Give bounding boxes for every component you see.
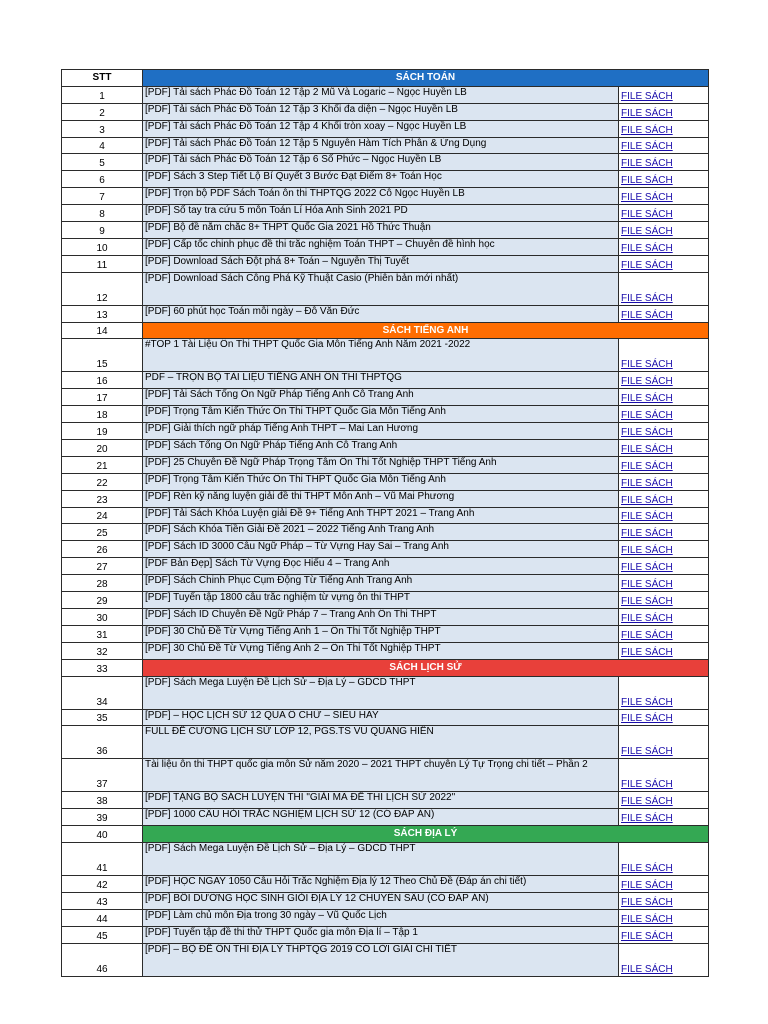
table-row [62,843,709,876]
file-link[interactable]: FILE SÁCH [621,209,673,221]
table-row [62,389,709,406]
row-number: 1 [62,86,143,103]
file-link[interactable]: FILE SÁCH [621,107,673,119]
row-number: 35 [62,709,143,726]
row-number: 31 [62,625,143,642]
book-title: #TOP 1 Tài Liệu Ôn Thi THPT Quốc Gia Môn Tiếng Anh Năm 2021 -2022 [143,339,619,372]
book-title: [PDF] Tải sách Phác Đồ Toán 12 Tập 3 Khối đa diện – Ngọc Huyền LB [143,103,619,120]
table-row [62,86,709,103]
file-link-cell [619,575,709,592]
table-row [62,809,709,826]
row-number: 38 [62,792,143,809]
row-number: 13 [62,305,143,322]
table-row [62,103,709,120]
table-row [62,490,709,507]
table-row [62,440,709,457]
file-link-cell [619,272,709,305]
book-title: [PDF] Download Sách Công Phá Kỹ Thuật Casio (Phiên bản mới nhất) [143,272,619,305]
file-link-cell [619,892,709,909]
file-link[interactable]: FILE SÁCH [621,309,673,321]
book-title: [PDF] Tải sách Phác Đồ Toán 12 Tập 6 Số Phức – Ngọc Huyền LB [143,154,619,171]
book-title: [PDF] 25 Chuyên Đề Ngữ Pháp Trọng Tâm Ôn Thi Tốt Nghiệp THPT Tiếng Anh [143,456,619,473]
section-header: SÁCH TIẾNG ANH [143,322,709,339]
section-header-math: SÁCH TOÁN [143,70,709,87]
table-row [62,188,709,205]
book-title: [PDF] Sổ tay tra cứu 5 môn Toán Lí Hóa Anh Sinh 2021 PD [143,205,619,222]
file-link-cell [619,372,709,389]
table-row [62,558,709,575]
table-row [62,524,709,541]
table-row [62,541,709,558]
book-title: [PDF] Trọng Tâm Kiến Thức Ôn Thi THPT Quốc Gia Môn Tiếng Anh [143,406,619,423]
book-title: [PDF] Tải sách Phác Đồ Toán 12 Tập 2 Mũ Và Logaric – Ngọc Huyền LB [143,86,619,103]
file-link-cell [619,137,709,154]
file-link[interactable]: FILE SÁCH [621,443,673,455]
table-row [62,608,709,625]
file-link[interactable]: FILE SÁCH [621,779,673,791]
file-link-cell [619,876,709,893]
book-title: [PDF] Tuyển tập 1800 câu trắc nghiệm từ vựng ôn thi THPT [143,592,619,609]
file-link[interactable]: FILE SÁCH [621,393,673,405]
file-link[interactable]: FILE SÁCH [621,242,673,254]
table-body [62,70,709,977]
file-link-cell [619,592,709,609]
file-link[interactable]: FILE SÁCH [621,879,673,891]
book-title: [PDF] Tải sách Phác Đồ Toán 12 Tập 4 Khối tròn xoay – Ngọc Huyền LB [143,120,619,137]
book-title: [PDF] Rèn kỹ năng luyện giải đề thi THPT Môn Anh – Vũ Mai Phương [143,490,619,507]
file-link[interactable]: FILE SÁCH [621,158,673,170]
file-link-cell [619,524,709,541]
file-link-cell [619,473,709,490]
file-link-cell [619,792,709,809]
file-link-cell [619,608,709,625]
row-number: 25 [62,524,143,541]
book-title: [PDF] Sách Mega Luyện Đề Lịch Sử – Địa Lý – GDCD THPT [143,843,619,876]
book-title: [PDF] Tải Sách Tổng Ôn Ngữ Pháp Tiếng Anh Cô Trang Anh [143,389,619,406]
book-title: [PDF] 30 Chủ Đề Từ Vựng Tiếng Anh 2 – Ôn Thi Tốt Nghiệp THPT [143,642,619,659]
section-row [62,659,709,676]
book-title: [PDF] 30 Chủ Đề Từ Vựng Tiếng Anh 1 – Ôn Thi Tốt Nghiệp THPT [143,625,619,642]
book-title: [PDF] Cấp tốc chinh phục đề thi trắc nghiệm Toán THPT – Chuyên đề hình học [143,238,619,255]
table-row [62,625,709,642]
row-number: 45 [62,926,143,943]
file-link[interactable]: FILE SÁCH [621,863,673,875]
book-title: [PDF] Bộ đề nắm chắc 8+ THPT Quốc Gia 2021 Hồ Thức Thuận [143,222,619,239]
file-link[interactable]: FILE SÁCH [621,896,673,908]
table-row [62,205,709,222]
file-link[interactable]: FILE SÁCH [621,545,673,557]
book-title: [PDF] Tuyển tập đề thi thử THPT Quốc gia môn Địa lí – Tập 1 [143,926,619,943]
table-row [62,339,709,372]
section-header: SÁCH LỊCH SỬ [143,659,709,676]
file-link-cell [619,120,709,137]
file-link[interactable]: FILE SÁCH [621,376,673,388]
file-link-cell [619,676,709,709]
table-row [62,792,709,809]
table-row [62,892,709,909]
file-link-cell [619,456,709,473]
row-number: 39 [62,809,143,826]
book-title: [PDF] – HỌC LỊCH SỬ 12 QUA Ô CHỮ – SIÊU HAY [143,709,619,726]
file-link[interactable]: FILE SÁCH [621,713,673,725]
file-link[interactable]: FILE SÁCH [621,629,673,641]
table-row [62,709,709,726]
table-row [62,759,709,792]
book-title: [PDF] Sách 3 Step Tiết Lộ Bí Quyết 3 Bước Đạt Điểm 8+ Toán Học [143,171,619,188]
row-number: 9 [62,222,143,239]
file-link[interactable]: FILE SÁCH [621,562,673,574]
file-link[interactable]: FILE SÁCH [621,410,673,422]
row-number: 7 [62,188,143,205]
row-number: 15 [62,339,143,372]
row-number: 32 [62,642,143,659]
table-row [62,154,709,171]
file-link[interactable]: FILE SÁCH [621,579,673,591]
table-row [62,926,709,943]
book-title: [PDF] Giải thích ngữ pháp Tiếng Anh THPT – Mai Lan Hương [143,423,619,440]
row-number: 3 [62,120,143,137]
table-row [62,137,709,154]
file-link-cell [619,222,709,239]
file-link[interactable]: FILE SÁCH [621,192,673,204]
table-row [62,876,709,893]
file-link-cell [619,406,709,423]
file-link[interactable]: FILE SÁCH [621,225,673,237]
row-number: 43 [62,892,143,909]
row-number: 37 [62,759,143,792]
file-link[interactable]: FILE SÁCH [621,930,673,942]
book-title: PDF – TRỌN BỘ TÀI LIỆU TIẾNG ANH ÔN THI THPTQG [143,372,619,389]
file-link-cell [619,440,709,457]
file-link[interactable]: FILE SÁCH [621,696,673,708]
book-title: Tài liệu ôn thi THPT quốc gia môn Sử năm 2020 – 2021 THPT chuyên Lý Tự Trọng chi tiết – Phần 2 [143,759,619,792]
file-link-cell [619,86,709,103]
file-link[interactable]: FILE SÁCH [621,646,673,658]
row-number: 16 [62,372,143,389]
row-number: 5 [62,154,143,171]
book-title: [PDF] Tải sách Phác Đồ Toán 12 Tập 5 Nguyên Hàm Tích Phân & Ứng Dụng [143,137,619,154]
file-link-cell [619,490,709,507]
row-number: 21 [62,456,143,473]
book-title: [PDF] 1000 CÂU HỎI TRẮC NGHIỆM LỊCH SỬ 12 (CÓ ĐÁP ÁN) [143,809,619,826]
file-link[interactable]: FILE SÁCH [621,813,673,825]
file-link[interactable]: FILE SÁCH [621,175,673,187]
table-row [62,423,709,440]
table-row [62,726,709,759]
file-link-cell [619,541,709,558]
file-link-cell [619,389,709,406]
file-link-cell [619,909,709,926]
file-link-cell [619,759,709,792]
book-title: [PDF] Sách Mega Luyện Đề Lịch Sử – Địa Lý – GDCD THPT [143,676,619,709]
row-number: 6 [62,171,143,188]
table-row [62,456,709,473]
section-row [62,322,709,339]
row-number: 26 [62,541,143,558]
book-title: [PDF] – BỘ ĐỀ ÔN THI ĐỊA LÝ THPTQG 2019 CÓ LỜI GIẢI CHI TIẾT [143,943,619,976]
table-row [62,676,709,709]
book-title: [PDF] Trọng Tâm Kiến Thức Ôn Thi THPT Quốc Gia Môn Tiếng Anh [143,473,619,490]
file-link[interactable]: FILE SÁCH [621,477,673,489]
row-number: 42 [62,876,143,893]
file-link-cell [619,171,709,188]
header-row [62,70,709,87]
row-number: 36 [62,726,143,759]
row-number: 33 [62,659,143,676]
book-title: [PDF] Sách Khóa Tiền Giải Đề 2021 – 2022 Tiếng Anh Trang Anh [143,524,619,541]
row-number: 10 [62,238,143,255]
row-number: 17 [62,389,143,406]
file-link[interactable]: FILE SÁCH [621,963,673,975]
file-link-cell [619,726,709,759]
file-link-cell [619,305,709,322]
book-title: [PDF] HỌC NGAY 1050 Câu Hỏi Trắc Nghiệm Địa lý 12 Theo Chủ Đề (Đáp án chi tiết) [143,876,619,893]
book-title: [PDF] Download Sách Đột phá 8+ Toán – Nguyễn Thị Tuyết [143,255,619,272]
row-number: 18 [62,406,143,423]
table-row [62,372,709,389]
table-row [62,642,709,659]
file-link-cell [619,339,709,372]
table-row [62,171,709,188]
row-number: 8 [62,205,143,222]
file-link[interactable]: FILE SÁCH [621,746,673,758]
table-row [62,305,709,322]
file-link[interactable]: FILE SÁCH [621,913,673,925]
book-title: [PDF] Sách Tổng Ôn Ngữ Pháp Tiếng Anh Cô Trang Anh [143,440,619,457]
table-row [62,238,709,255]
row-number: 20 [62,440,143,457]
file-link[interactable]: FILE SÁCH [621,796,673,808]
table-row [62,406,709,423]
file-link-cell [619,423,709,440]
section-row [62,826,709,843]
file-link-cell [619,103,709,120]
row-number: 34 [62,676,143,709]
file-link-cell [619,507,709,524]
file-link-cell [619,625,709,642]
row-number: 29 [62,592,143,609]
file-link[interactable]: FILE SÁCH [621,141,673,153]
row-number: 22 [62,473,143,490]
table-row [62,272,709,305]
file-link[interactable]: FILE SÁCH [621,292,673,304]
file-link-cell [619,943,709,976]
table-row [62,592,709,609]
file-link-cell [619,238,709,255]
book-title: [PDF] Sách Chinh Phục Cụm Động Từ Tiếng Anh Trang Anh [143,575,619,592]
row-number: 14 [62,322,143,339]
file-link[interactable]: FILE SÁCH [621,359,673,371]
file-link-cell [619,809,709,826]
stt-header: STT [62,70,143,87]
file-link[interactable]: FILE SÁCH [621,259,673,271]
file-link[interactable]: FILE SÁCH [621,90,673,102]
row-number: 19 [62,423,143,440]
row-number: 23 [62,490,143,507]
row-number: 2 [62,103,143,120]
book-title: [PDF] TẶNG BỘ SÁCH LUYỆN THI "GIẢI MÃ ĐỀ THI LỊCH SỬ 2022" [143,792,619,809]
table-row [62,507,709,524]
row-number: 27 [62,558,143,575]
book-title: [PDF] BỒI DƯỠNG HỌC SINH GIỎI ĐỊA LÝ 12 CHUYÊN SÂU (CÓ ĐÁP ÁN) [143,892,619,909]
row-number: 44 [62,909,143,926]
table-row [62,255,709,272]
file-link-cell [619,205,709,222]
file-link-cell [619,188,709,205]
file-link-cell [619,642,709,659]
row-number: 24 [62,507,143,524]
book-title: [PDF] Tải Sách Khóa Luyện giải Đề 9+ Tiếng Anh THPT 2021 – Trang Anh [143,507,619,524]
row-number: 46 [62,943,143,976]
table-row [62,222,709,239]
file-link[interactable]: FILE SÁCH [621,124,673,136]
file-link[interactable]: FILE SÁCH [621,460,673,472]
table-row [62,943,709,976]
table-row [62,473,709,490]
book-title: [PDF] Làm chủ môn Địa trong 30 ngày – Vũ Quốc Lịch [143,909,619,926]
row-number: 30 [62,608,143,625]
file-link-cell [619,154,709,171]
book-title: [PDF Bản Đẹp] Sách Từ Vựng Đọc Hiểu 4 – Trang Anh [143,558,619,575]
table-row [62,120,709,137]
section-header: SÁCH ĐỊA LÝ [143,826,709,843]
file-link[interactable]: FILE SÁCH [621,427,673,439]
file-link[interactable]: FILE SÁCH [621,511,673,523]
row-number: 28 [62,575,143,592]
file-link-cell [619,558,709,575]
file-link[interactable]: FILE SÁCH [621,494,673,506]
file-link[interactable]: FILE SÁCH [621,612,673,624]
file-link-cell [619,926,709,943]
row-number: 40 [62,826,143,843]
file-link-cell [619,255,709,272]
book-title: [PDF] 60 phút học Toán mỗi ngày – Đỗ Văn Đức [143,305,619,322]
file-link[interactable]: FILE SÁCH [621,595,673,607]
book-title: [PDF] Sách ID 3000 Câu Ngữ Pháp – Từ Vựng Hay Sai – Trang Anh [143,541,619,558]
table-row [62,909,709,926]
table-row [62,575,709,592]
book-list-table [61,69,709,977]
book-title: FULL ĐỀ CƯƠNG LỊCH SỬ LỚP 12, PGS.TS VŨ QUANG HIỂN [143,726,619,759]
file-link-cell [619,709,709,726]
file-link-cell [619,843,709,876]
row-number: 12 [62,272,143,305]
book-title: [PDF] Trọn bộ PDF Sách Toán ôn thi THPTQG 2022 Cô Ngọc Huyền LB [143,188,619,205]
file-link[interactable]: FILE SÁCH [621,528,673,540]
row-number: 4 [62,137,143,154]
row-number: 41 [62,843,143,876]
row-number: 11 [62,255,143,272]
book-title: [PDF] Sách ID Chuyên Đề Ngữ Pháp 7 – Trang Anh Ôn Thi THPT [143,608,619,625]
